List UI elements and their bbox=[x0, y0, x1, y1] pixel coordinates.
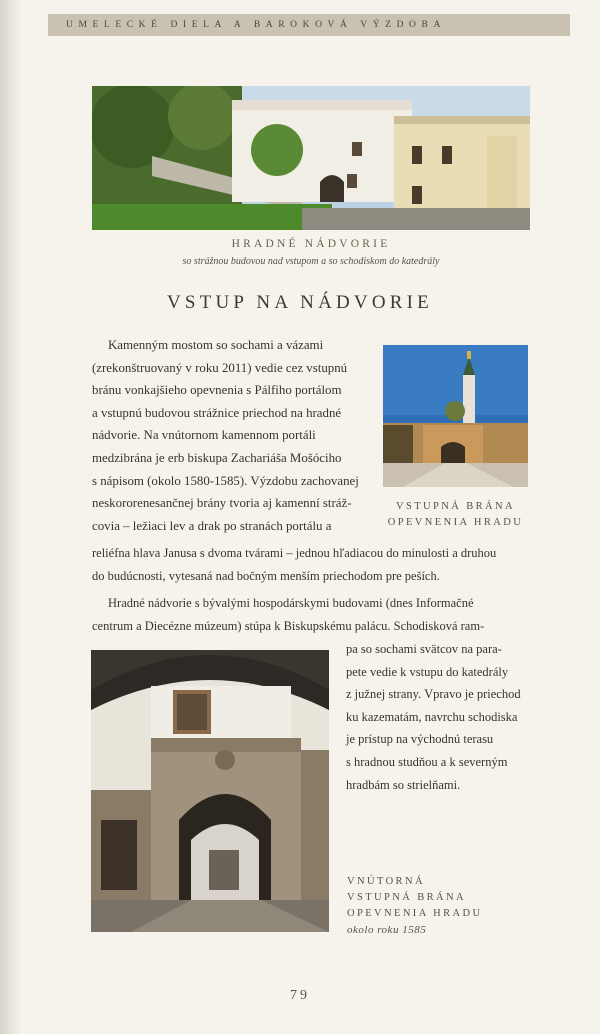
gate-caption-line: VSTUPNÁ BRÁNA bbox=[395, 501, 515, 512]
page-number: 79 bbox=[290, 988, 310, 1003]
text-line: pa so sochami svätcov na para- bbox=[346, 642, 502, 656]
text-line: reliéfna hlava Janusa s dvoma tvárami – jednou hľadiacou do minulosti a druhou bbox=[92, 546, 497, 560]
courtyard-photo bbox=[92, 86, 530, 230]
text-line: pete vedie k vstupu do katedrály bbox=[346, 664, 509, 679]
paragraph-2 bbox=[92, 592, 532, 637]
paragraph-2-narrow bbox=[346, 638, 532, 796]
text-line: do budúcnosti, vytesaná nad bočným menším priechodom pre peších. bbox=[92, 568, 440, 583]
gate-caption bbox=[383, 499, 528, 531]
text-line: neskororenesančnej brány tvoria aj kamenní stráž- bbox=[92, 496, 352, 511]
inner-gate-caption-line: OPEVNENIA HRADU bbox=[347, 908, 483, 919]
text-line: (zrekonštruovaný v roku 2011) vedie cez vstupnú bbox=[92, 360, 348, 375]
paragraph-1 bbox=[92, 334, 365, 537]
text-line: bránu vonkajšieho opevnenia s Pálfiho portálom bbox=[92, 383, 342, 398]
text-line: covia – ležiaci lev a drak po stranách portálu a bbox=[92, 518, 332, 533]
text-line: a vstupnú budovou strážnice priechod na hradné bbox=[92, 405, 342, 420]
text-line: centrum a Diecézne múzeum) stúpa k Biskupskému palácu. Schodisková ram- bbox=[92, 618, 485, 633]
inner-gate-caption bbox=[347, 874, 527, 938]
inner-gate-caption-date: okolo roku 1585 bbox=[347, 924, 427, 936]
text-line: ku kazematám, navrchu schodiska bbox=[346, 709, 518, 724]
gate-caption-line: OPEVNENIA HRADU bbox=[387, 517, 524, 528]
courtyard-caption-subtitle: so strážnou budovou nad vstupom a so schodiskom do katedrály bbox=[182, 256, 440, 267]
text-line: Kamenným mostom so sochami a vázami bbox=[108, 338, 324, 352]
text-line: Hradné nádvorie s bývalými hospodárskymi budovami (dnes Informačné bbox=[108, 596, 474, 610]
gate-photo bbox=[383, 345, 528, 487]
text-line: s hradnou studňou a k severným bbox=[346, 754, 508, 769]
section-title: VSTUP NA NÁDVORIE bbox=[167, 292, 433, 313]
inner-gate-photo bbox=[91, 650, 329, 932]
text-line: z južnej strany. Vpravo je priechod bbox=[346, 687, 521, 702]
text-line: hradbám so strielňami. bbox=[346, 777, 461, 792]
inner-gate-caption-line: VSTUPNÁ BRÁNA bbox=[347, 892, 467, 903]
running-header: UMELECKÉ DIELA A BAROKOVÁ VÝZDOBA bbox=[48, 14, 570, 36]
text-line: je prístup na východnú terasu bbox=[346, 732, 494, 747]
text-line: medzibrána je erb biskupa Zachariáša Mošóciho bbox=[92, 450, 342, 465]
text-line: nádvorie. Na vnútornom kamennom portáli bbox=[92, 428, 316, 443]
paragraph-1-wide bbox=[92, 542, 532, 587]
page-gutter-shadow bbox=[0, 0, 22, 1034]
inner-gate-caption-line: VNÚTORNÁ bbox=[347, 876, 425, 887]
courtyard-caption-title: HRADNÉ NÁDVORIE bbox=[231, 238, 391, 250]
text-line: s nápisom (okolo 1580-1585). Výzdobu zachovanej bbox=[92, 473, 359, 488]
